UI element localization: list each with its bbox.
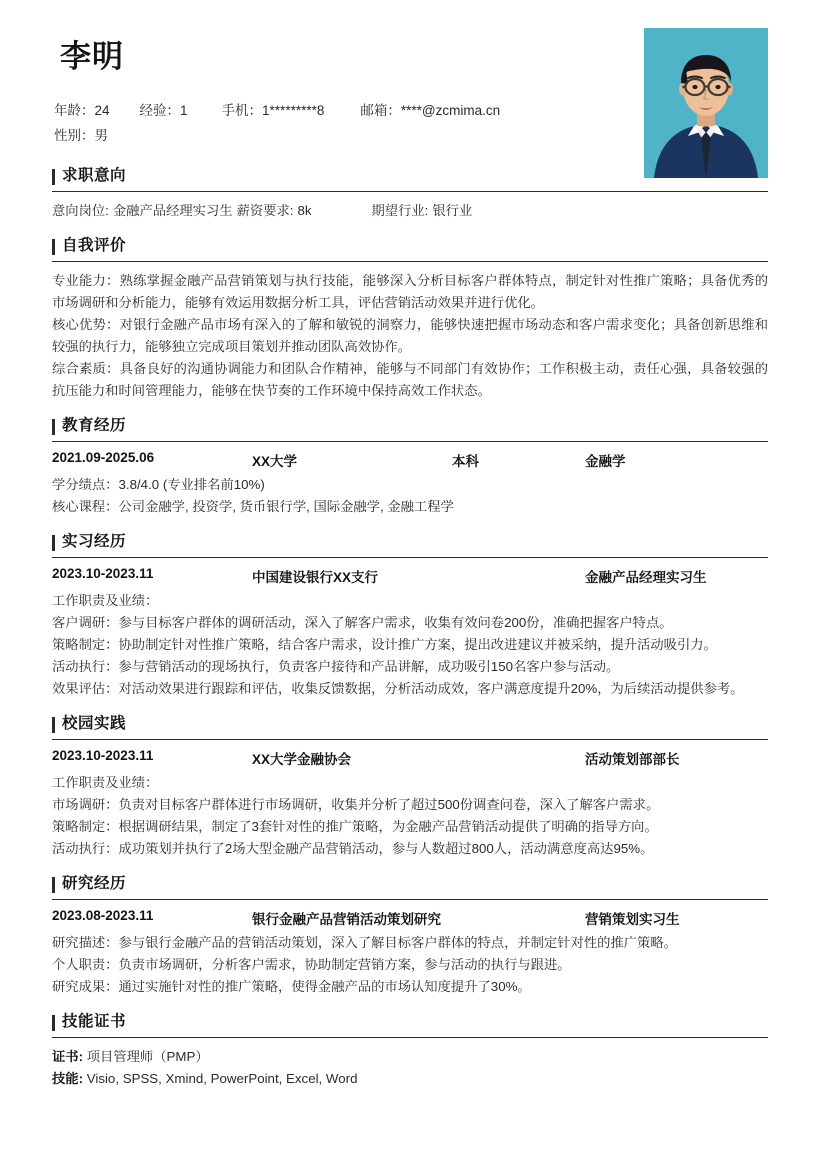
section-body-self-evaluation <box>52 262 768 402</box>
internship-entry-row <box>52 566 768 588</box>
certificate-value: 项目管理师（PMP） <box>86 1049 209 1064</box>
section-research <box>52 874 768 998</box>
campus-duty-header: 工作职责及业绩： <box>52 775 159 790</box>
meta-email-label: 邮箱： <box>360 103 401 119</box>
section-internship <box>52 532 768 700</box>
section-body-skills-certificates <box>52 1038 768 1090</box>
meta-phone-value: 1*********8 <box>262 103 325 119</box>
section-skills-certificates <box>52 1012 768 1090</box>
research-detail: 研究成果：通过实施针对性的推广策略，使得金融产品的市场认知度提升了30%。 <box>52 979 531 994</box>
research-detail: 个人职责：负责市场调研，分析客户需求，协助制定营销方案，参与活动的执行与跟进。 <box>52 957 571 972</box>
internship-role: 金融产品经理实习生 <box>585 570 707 585</box>
meta-experience-value: 1 <box>180 103 188 119</box>
intent-position-label: 意向岗位: <box>52 203 109 218</box>
section-title: 教育经历 <box>62 417 127 434</box>
section-header-education <box>52 416 768 442</box>
intent-industry-value: 银行业 <box>432 203 473 218</box>
campus-detail: 策略制定：根据调研结果，制定了3套针对性的推广策略，为金融产品营销活动提供了明确的指导方向。 <box>52 819 658 834</box>
education-detail: 核心课程：公司金融学, 投资学, 货币银行学, 国际金融学, 金融工程学 <box>52 499 454 514</box>
meta-gender-value: 男 <box>94 128 108 144</box>
certificate-label: 证书: <box>52 1049 84 1064</box>
meta-experience <box>140 98 188 123</box>
research-project: 银行金融产品营销活动策划研究 <box>252 912 441 927</box>
certificate-line <box>52 1046 768 1068</box>
section-self-evaluation <box>52 236 768 402</box>
section-title: 实习经历 <box>62 533 127 550</box>
internship-duty-header: 工作职责及业绩： <box>52 593 159 608</box>
education-degree: 本科 <box>452 454 479 469</box>
skills-value: Visio, SPSS, Xmind, PowerPoint, Excel, Word <box>86 1071 358 1086</box>
campus-date: 2023.10-2023.11 <box>52 748 154 763</box>
candidate-photo <box>644 28 768 178</box>
section-campus-practice <box>52 714 768 860</box>
intent-salary-value: 8k <box>297 203 312 218</box>
intent-salary-label: 薪资要求: <box>236 203 294 218</box>
campus-detail: 市场调研：负责对目标客户群体进行市场调研，收集并分析了超过500份调查问卷，深入了解客户需求。 <box>52 797 660 812</box>
intent-industry-label: 期望行业: <box>371 203 429 218</box>
resume-header <box>52 0 768 152</box>
research-role: 营销策划实习生 <box>585 912 680 927</box>
education-date: 2021.09-2025.06 <box>52 450 155 465</box>
internship-detail: 活动执行：参与营销活动的现场执行，负责客户接待和产品讲解，成功吸引150名客户参与活动。 <box>52 659 620 674</box>
meta-age <box>54 98 110 123</box>
self-evaluation-paragraph: 综合素质：具备良好的沟通协调能力和团队合作精神，能够与不同部门有效协作；工作积极主动，责任心强，具备较强的抗压能力和时间管理能力，能够在快节奏的工作环境中保持高效工作状态。 <box>52 361 768 398</box>
section-title: 研究经历 <box>62 875 127 892</box>
section-header-self-evaluation <box>52 236 768 262</box>
intent-position-value: 金融产品经理实习生 <box>112 203 233 218</box>
campus-entry-row <box>52 748 768 770</box>
meta-email-value: ****@zcmima.cn <box>400 103 501 119</box>
internship-detail: 客户调研：参与目标客户群体的调研活动，深入了解客户需求，收集有效问卷200份，准确把握客户特点。 <box>52 615 673 630</box>
section-title: 校园实践 <box>62 715 127 732</box>
research-date: 2023.08-2023.11 <box>52 908 154 923</box>
meta-phone-label: 手机： <box>221 103 263 119</box>
internship-company: 中国建设银行XX支行 <box>252 570 379 585</box>
section-title: 自我评价 <box>62 237 127 254</box>
internship-date: 2023.10-2023.11 <box>52 566 154 581</box>
meta-experience-label: 经验： <box>139 103 181 119</box>
research-entry-row <box>52 908 768 930</box>
internship-detail: 策略制定：协助制定针对性推广策略，结合客户需求，设计推广方案，提出改进建议并被采纳，提升活动吸引力。 <box>52 637 717 652</box>
section-body-job-intent <box>52 192 768 222</box>
internship-detail: 效果评估：对活动效果进行跟踪和评估，收集反馈数据，分析活动成效，客户满意度提升20%，为后续活动提供参考。 <box>52 681 744 696</box>
section-job-intent <box>52 166 768 222</box>
section-title: 技能证书 <box>62 1013 127 1030</box>
meta-age-label: 年龄： <box>54 103 95 119</box>
skills-label: 技能: <box>52 1071 84 1086</box>
portrait-photo-icon <box>644 28 768 178</box>
section-title: 求职意向 <box>62 167 127 184</box>
section-body-internship <box>52 558 768 700</box>
education-major: 金融学 <box>585 454 626 469</box>
meta-phone <box>222 98 325 123</box>
job-intent-line <box>52 200 768 222</box>
candidate-name: 李明 <box>60 39 124 74</box>
section-body-campus-practice <box>52 740 768 860</box>
section-header-internship <box>52 532 768 558</box>
section-body-education <box>52 442 768 518</box>
campus-organization: XX大学金融协会 <box>252 752 352 767</box>
campus-detail: 活动执行：成功策划并执行了2场大型金融产品营销活动，参与人数超过800人，活动满意度高达95%。 <box>52 841 654 856</box>
section-header-job-intent <box>52 166 768 192</box>
education-entry-row <box>52 450 768 472</box>
skills-line <box>52 1068 768 1090</box>
meta-age-value: 24 <box>94 103 110 119</box>
section-education <box>52 416 768 518</box>
meta-email <box>360 98 500 123</box>
section-header-campus-practice <box>52 714 768 740</box>
education-school: XX大学 <box>252 454 298 469</box>
research-detail: 研究描述：参与银行金融产品的营销活动策划，深入了解目标客户群体的特点，并制定针对性的推广策略。 <box>52 935 677 950</box>
education-detail: 学分绩点：3.8/4.0 (专业排名前10%) <box>52 477 265 492</box>
self-evaluation-paragraph: 专业能力：熟练掌握金融产品营销策划与执行技能，能够深入分析目标客户群体特点，制定针对性推广策略；具备优秀的市场调研和分析能力，能够有效运用数据分析工具，评估营销活动效果并进行优化。 <box>52 273 768 310</box>
meta-gender <box>54 123 108 148</box>
meta-gender-label: 性别： <box>54 128 95 144</box>
self-evaluation-paragraph: 核心优势：对银行金融产品市场有深入的了解和敏锐的洞察力，能够快速把握市场动态和客户需求变化；具备创新思维和较强的执行力，能够独立完成项目策划并推动团队高效协作。 <box>52 317 768 354</box>
campus-role: 活动策划部部长 <box>585 752 680 767</box>
section-body-research <box>52 900 768 998</box>
section-header-skills-certificates <box>52 1012 768 1038</box>
section-header-research <box>52 874 768 900</box>
